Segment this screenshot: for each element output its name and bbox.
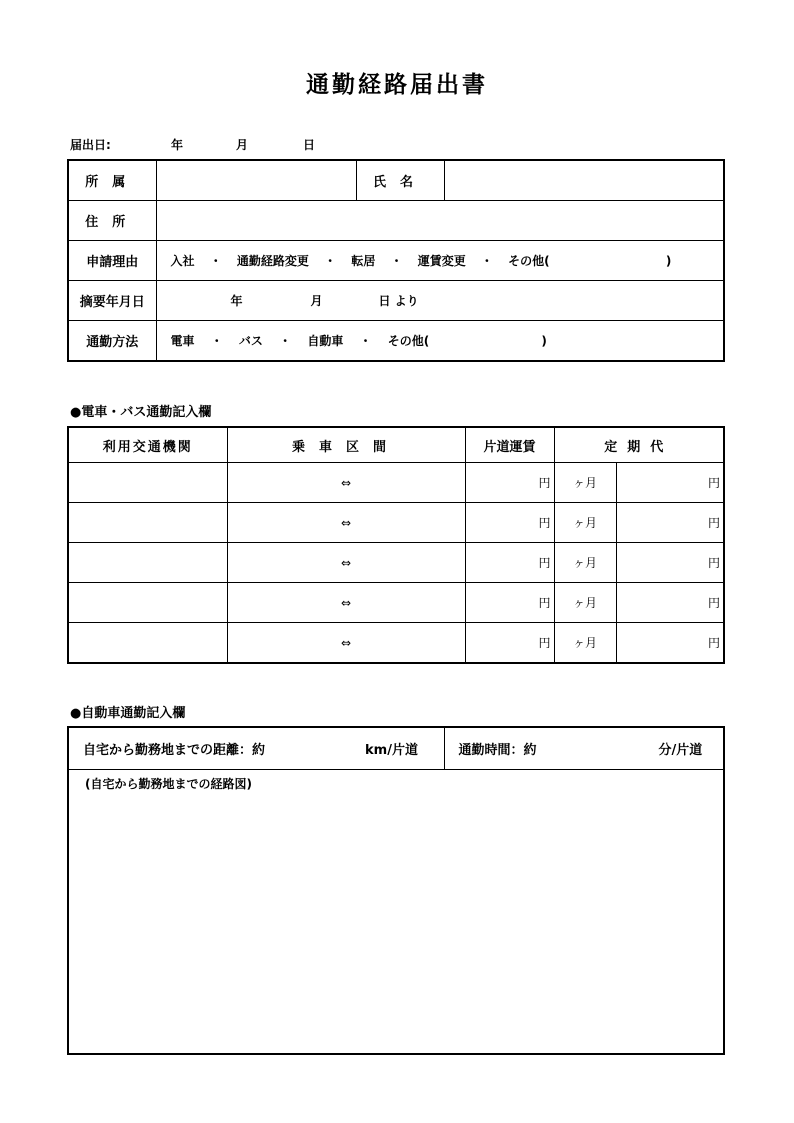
fare-cell[interactable]: [465, 623, 554, 664]
submission-date-label: 届出日:: [70, 138, 111, 152]
transit-section-heading: ●電車・バス通勤記入欄: [70, 405, 212, 420]
pass-months-cell[interactable]: [554, 463, 616, 503]
transit-row: [68, 463, 724, 503]
car-section-heading: ●自動車通勤記入欄: [70, 706, 186, 721]
fare-unit: 円: [538, 636, 551, 650]
transit-row: [68, 503, 724, 543]
method-option[interactable]: 自動車: [307, 334, 344, 348]
commute-method-label: 通勤方法: [68, 321, 156, 362]
separator: ・: [324, 254, 337, 268]
commute-method-options[interactable]: [156, 321, 724, 362]
col-header-transport: 利用交通機関: [68, 427, 227, 463]
transit-row: [68, 543, 724, 583]
car-table: [67, 726, 725, 1055]
section-cell[interactable]: [227, 503, 465, 543]
page-title: 通勤経路届出書: [306, 72, 488, 98]
fare-cell[interactable]: [465, 503, 554, 543]
name-field[interactable]: [444, 160, 724, 201]
submission-year-unit: 年: [171, 138, 184, 152]
submission-month-unit: 月: [236, 138, 249, 152]
effective-month-unit: 月: [310, 294, 323, 308]
col-header-pass: 定期代: [554, 427, 724, 463]
months-unit: ヶ月: [572, 636, 597, 650]
method-close-paren: ): [541, 334, 547, 348]
affiliation-field[interactable]: [156, 160, 356, 201]
submission-day-unit: 日: [303, 138, 316, 152]
pass-unit: 円: [708, 556, 721, 570]
pass-unit: 円: [708, 636, 721, 650]
route-map-area[interactable]: [68, 770, 724, 1055]
transit-row: [68, 583, 724, 623]
bidirectional-arrow-icon: ⇔: [340, 635, 352, 650]
col-header-section: 乗車区間: [227, 427, 465, 463]
fare-cell[interactable]: [465, 583, 554, 623]
commute-time-unit: 分/片道: [658, 743, 703, 758]
separator: ・: [390, 254, 403, 268]
reason-option[interactable]: 通勤経路変更: [236, 254, 309, 268]
pass-unit: 円: [708, 476, 721, 490]
bidirectional-arrow-icon: ⇔: [340, 475, 352, 490]
pass-price-cell[interactable]: [616, 503, 724, 543]
commute-time-label: 通勤時間：約: [458, 743, 537, 758]
fare-unit: 円: [538, 556, 551, 570]
bidirectional-arrow-icon: ⇔: [340, 515, 352, 530]
effective-date-field[interactable]: [156, 281, 724, 321]
fare-unit: 円: [538, 596, 551, 610]
reason-option[interactable]: その他(: [508, 254, 550, 268]
months-unit: ヶ月: [572, 596, 597, 610]
pass-price-cell[interactable]: [616, 463, 724, 503]
fare-cell[interactable]: [465, 463, 554, 503]
separator: ・: [210, 334, 223, 348]
reason-option[interactable]: 転居: [351, 254, 376, 268]
reason-option[interactable]: 入社: [170, 254, 195, 268]
col-header-fare: 片道運賃: [465, 427, 554, 463]
months-unit: ヶ月: [572, 476, 597, 490]
distance-label: 自宅から勤務地までの距離：約: [83, 743, 266, 758]
method-option[interactable]: バス: [238, 334, 263, 348]
transit-table: [67, 426, 725, 664]
separator: ・: [359, 334, 372, 348]
address-field[interactable]: [156, 201, 724, 241]
separator: ・: [209, 254, 222, 268]
separator: ・: [480, 254, 493, 268]
pass-unit: 円: [708, 516, 721, 530]
effective-day-unit: 日 より: [378, 294, 419, 308]
transport-cell[interactable]: [68, 583, 227, 623]
separator: ・: [279, 334, 292, 348]
months-unit: ヶ月: [572, 516, 597, 530]
name-label: 氏名: [356, 160, 444, 201]
pass-months-cell[interactable]: [554, 583, 616, 623]
fare-unit: 円: [538, 516, 551, 530]
section-cell[interactable]: [227, 463, 465, 503]
reason-close-paren: ): [665, 254, 672, 268]
transit-row: [68, 623, 724, 664]
method-option[interactable]: 電車: [170, 334, 195, 348]
pass-unit: 円: [708, 596, 721, 610]
effective-year-unit: 年: [230, 294, 243, 308]
route-map-label: (自宅から勤務地までの経路図): [85, 777, 252, 791]
section-cell[interactable]: [227, 583, 465, 623]
transport-cell[interactable]: [68, 503, 227, 543]
effective-date-label: 摘要年月日: [68, 281, 156, 321]
section-cell[interactable]: [227, 543, 465, 583]
pass-price-cell[interactable]: [616, 543, 724, 583]
pass-months-cell[interactable]: [554, 543, 616, 583]
distance-unit: km/片道: [365, 743, 418, 758]
transport-cell[interactable]: [68, 623, 227, 664]
reason-options[interactable]: [156, 241, 724, 281]
applicant-info-table: [67, 159, 725, 362]
reason-option[interactable]: 運賃変更: [417, 254, 466, 268]
commute-time-field[interactable]: [444, 727, 724, 770]
months-unit: ヶ月: [572, 556, 597, 570]
method-option[interactable]: その他(: [387, 334, 430, 348]
bidirectional-arrow-icon: ⇔: [340, 595, 352, 610]
transport-cell[interactable]: [68, 463, 227, 503]
fare-unit: 円: [538, 476, 551, 490]
pass-price-cell[interactable]: [616, 623, 724, 664]
pass-months-cell[interactable]: [554, 503, 616, 543]
affiliation-label: 所属: [68, 160, 156, 201]
address-label: 住所: [68, 201, 156, 241]
pass-price-cell[interactable]: [616, 583, 724, 623]
bidirectional-arrow-icon: ⇔: [340, 555, 352, 570]
distance-field[interactable]: [68, 727, 444, 770]
reason-label: 申請理由: [68, 241, 156, 281]
section-cell[interactable]: [227, 623, 465, 664]
fare-cell[interactable]: [465, 543, 554, 583]
pass-months-cell[interactable]: [554, 623, 616, 664]
transport-cell[interactable]: [68, 543, 227, 583]
